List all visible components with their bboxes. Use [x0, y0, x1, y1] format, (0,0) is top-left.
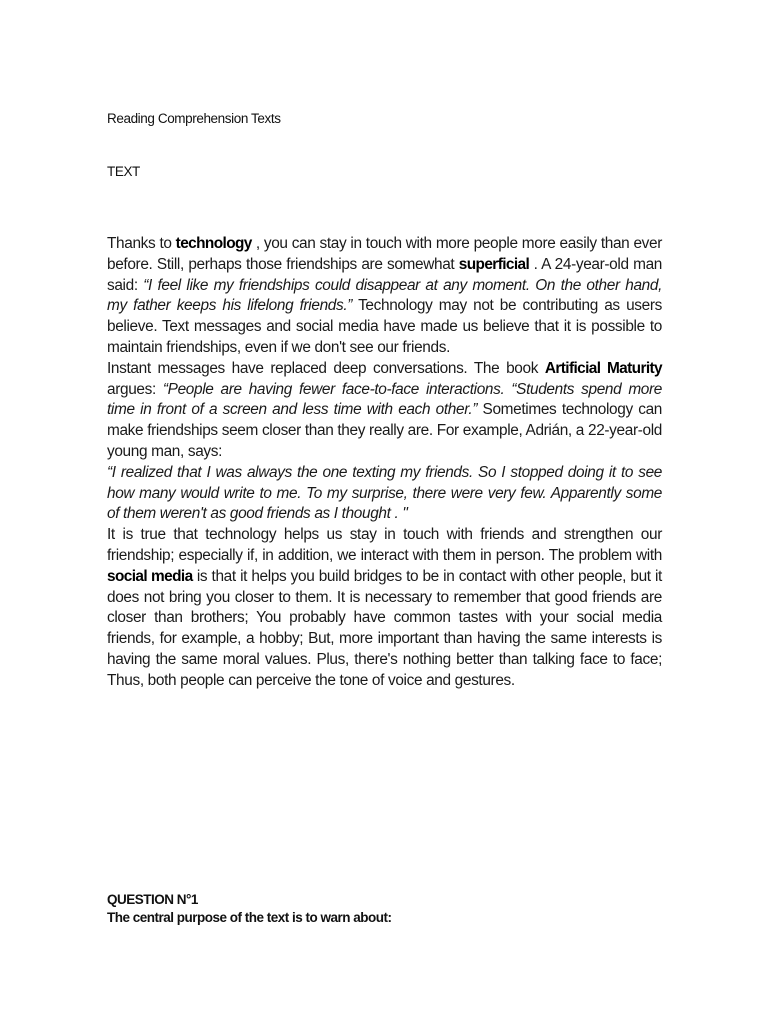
question-block: [107, 891, 392, 926]
quote-adrian: “I realized that I was always the one texting my friends. So I stopped doing it to see how many would write to me. To my surprise, there were very few. Apparently some of them weren't as good friends as I thought . ": [107, 463, 662, 523]
text-section-label: TEXT: [107, 164, 140, 179]
keyword-superficial: superficial: [458, 255, 530, 273]
quote-artificial-maturity: “People are having fewer face-to-face interactions. “Students spend more time in front of a screen and less time with each other.”: [107, 380, 662, 419]
quote-24-year-old: “I feel like my friendships could disappear at any moment. On the other hand, my father keeps his lifelong friends.”: [107, 276, 663, 315]
keyword-social-media: social media: [107, 567, 193, 585]
passage-paragraph-2: Instant messages have replaced deep conversations. The book Artificial Maturity argues: “People are having fewer face-to-face interactions. “Students spend more time in front of a screen and less time with each other.” Sometimes technology can make friendships seem closer than they really are. For example, Adrián, a 22-year-old young man, says:: [107, 359, 663, 460]
keyword-artificial-maturity: Artificial Maturity: [544, 359, 663, 377]
keyword-technology: technology: [175, 235, 252, 252]
question-number: QUESTION N°1: [107, 892, 198, 907]
reading-passage: [107, 234, 662, 692]
passage-paragraph-4: It is true that technology helps us stay in touch with friends and strengthen our friendship; especially if, in addition, we interact with them in person. The problem with social media is that it helps you build bridges to be in contact with other people, but it does not bring you closer to them. It is necessary to remember that good friends are closer than brothers; You probably have common tastes with your social media friends, for example, a hobby; But, more important than having the same interests is having the same moral values. Plus, there's nothing better than talking face to face; Thus, both people can perceive the tone of voice and gestures.: [107, 526, 662, 689]
passage-paragraph-1: Thanks to technology , you can stay in touch with more people more easily than ever before. Still, perhaps those friendships are somewhat superficial . A 24-year-old man said: “I feel like my friendships could disappear at any moment. On the other hand, my father keeps his lifelong friends.” Technology may not be contributing as users believe. Text messages and social media have made us believe that it is possible to maintain friendships, even if we don't see our friends.: [107, 235, 663, 356]
document-title: Reading Comprehension Texts: [107, 111, 281, 126]
passage-paragraph-3: [107, 463, 662, 525]
question-prompt: The central purpose of the text is to warn about:: [107, 909, 392, 925]
